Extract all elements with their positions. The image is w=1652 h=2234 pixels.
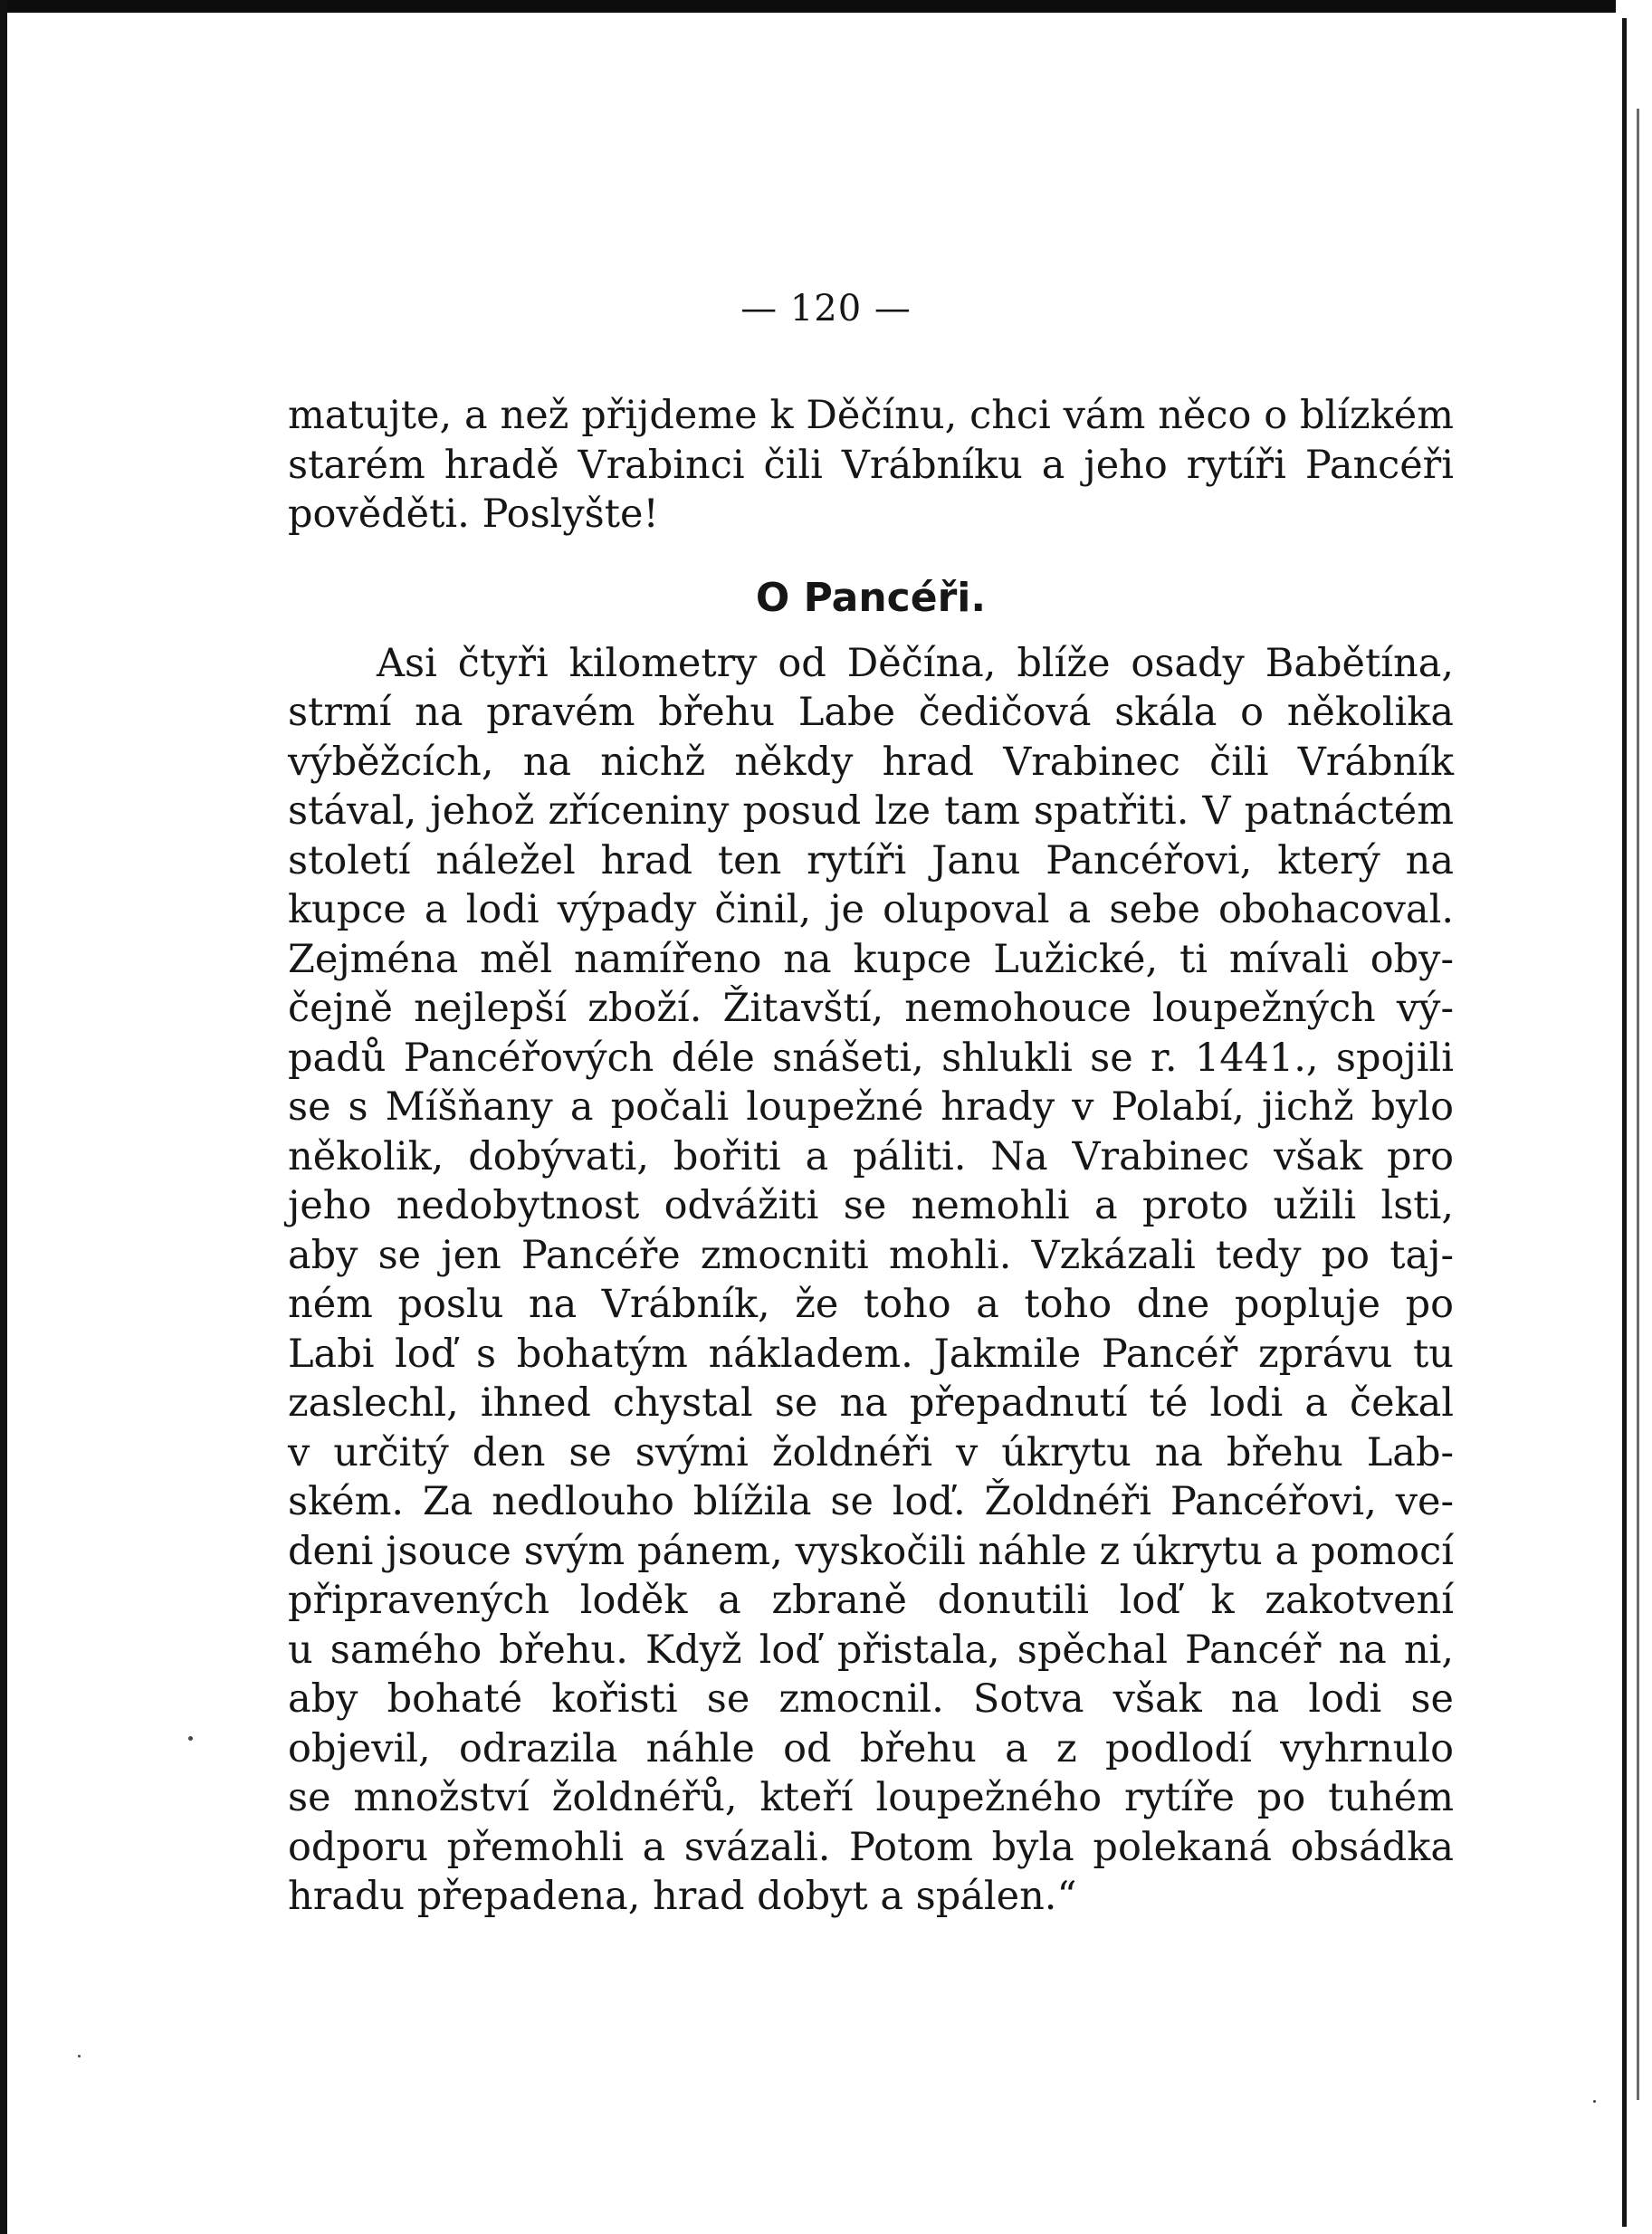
text-line: objevil, odrazila náhle od břehu a z podlodí vyhrnulo [288,1725,1454,1771]
text-line: čejně nejlepší zboží. Žitavští, nemohouce loupežných vý- [288,986,1454,1031]
scan-speck [188,1736,193,1741]
scan-edge-top [0,0,1652,13]
scan-edge-right-shadow [1637,109,1639,2100]
scan-edge-right-line [1622,18,1627,2227]
text-line: se s Míšňany a počali loupežné hrady v Polabí, jichž bylo [288,1084,1454,1130]
text-line: se množství žoldnéřů, kteří loupežného rytíře po tuhém [288,1775,1454,1820]
scan-edge-left [0,0,7,2234]
text-line: stával, jehož zříceniny posud lze tam spatřiti. V patnáctém [288,788,1454,834]
text-line: deni jsouce svým pánem, vyskočili náhle z úkrytu a pomocí [288,1528,1454,1574]
section-heading: O Pancéři. [755,574,987,621]
text-line: ském. Za nedlouho blížila se loď. Žoldnéři Pancéřovi, ve- [288,1479,1454,1524]
text-line: připravených loděk a zbraně donutili loď k zakotvení [288,1578,1454,1623]
text-line: pověděti. Poslyšte! [288,492,659,537]
text-line: Asi čtyři kilometry od Děčína, blíže osady Babětína, [377,640,1454,686]
text-line: hradu přepadena, hrad dobyt a spálen.“ [288,1874,1077,1919]
text-line: matujte, a než přijdeme k Děčínu, chci vám něco o blízkém [288,393,1454,438]
text-line: kupce a lodi výpady činil, je olupoval a sebe obohacoval. [288,887,1454,932]
text-line: Zejména měl namířeno na kupce Lužické, ti mívali oby- [288,936,1454,982]
scan-speck [78,2055,81,2057]
text-line: starém hradě Vrabinci čili Vrábníku a jeho rytíři Pancéři [288,442,1454,488]
text-line: několik, dobývati, bořiti a páliti. Na Vrabinec však pro [288,1133,1454,1179]
text-line: strmí na pravém břehu Labe čedičová skála o několika [288,690,1454,735]
text-line: jeho nedobytnost odvážiti se nemohli a proto užili lsti, [288,1183,1454,1228]
text-line: století náležel hrad ten rytíři Janu Pancéřovi, který na [288,837,1454,883]
text-line: výběžcích, na nichž někdy hrad Vrabinec čili Vrábník [288,739,1454,785]
text-line: padů Pancéřových déle snášeti, shlukli se r. 1441., spojili [288,1035,1454,1081]
text-line: u samého břehu. Když loď přistala, spěchal Pancéř na ni, [288,1627,1454,1673]
text-line: aby bohaté kořisti se zmocnil. Sotva však na lodi se [288,1676,1454,1722]
text-line: aby se jen Pancéře zmocniti mohli. Vzkázali tedy po taj- [288,1232,1454,1278]
page-number: — 120 — [740,288,912,329]
scan-speck [1593,2100,1596,2103]
scan-edge-right [1616,0,1652,2234]
text-line: Labi loď s bohatým nákladem. Jakmile Pancéř zprávu tu [288,1331,1454,1377]
text-line: ném poslu na Vrábník, že toho a toho dne popluje po [288,1282,1454,1327]
text-line: odporu přemohli a svázali. Potom byla polekaná obsádka [288,1824,1454,1870]
text-line: zaslechl, ihned chystal se na přepadnutí té lodi a čekal [288,1380,1454,1426]
text-line: v určitý den se svými žoldnéři v úkrytu na břehu Lab- [288,1429,1454,1475]
body-text [288,391,1454,1922]
